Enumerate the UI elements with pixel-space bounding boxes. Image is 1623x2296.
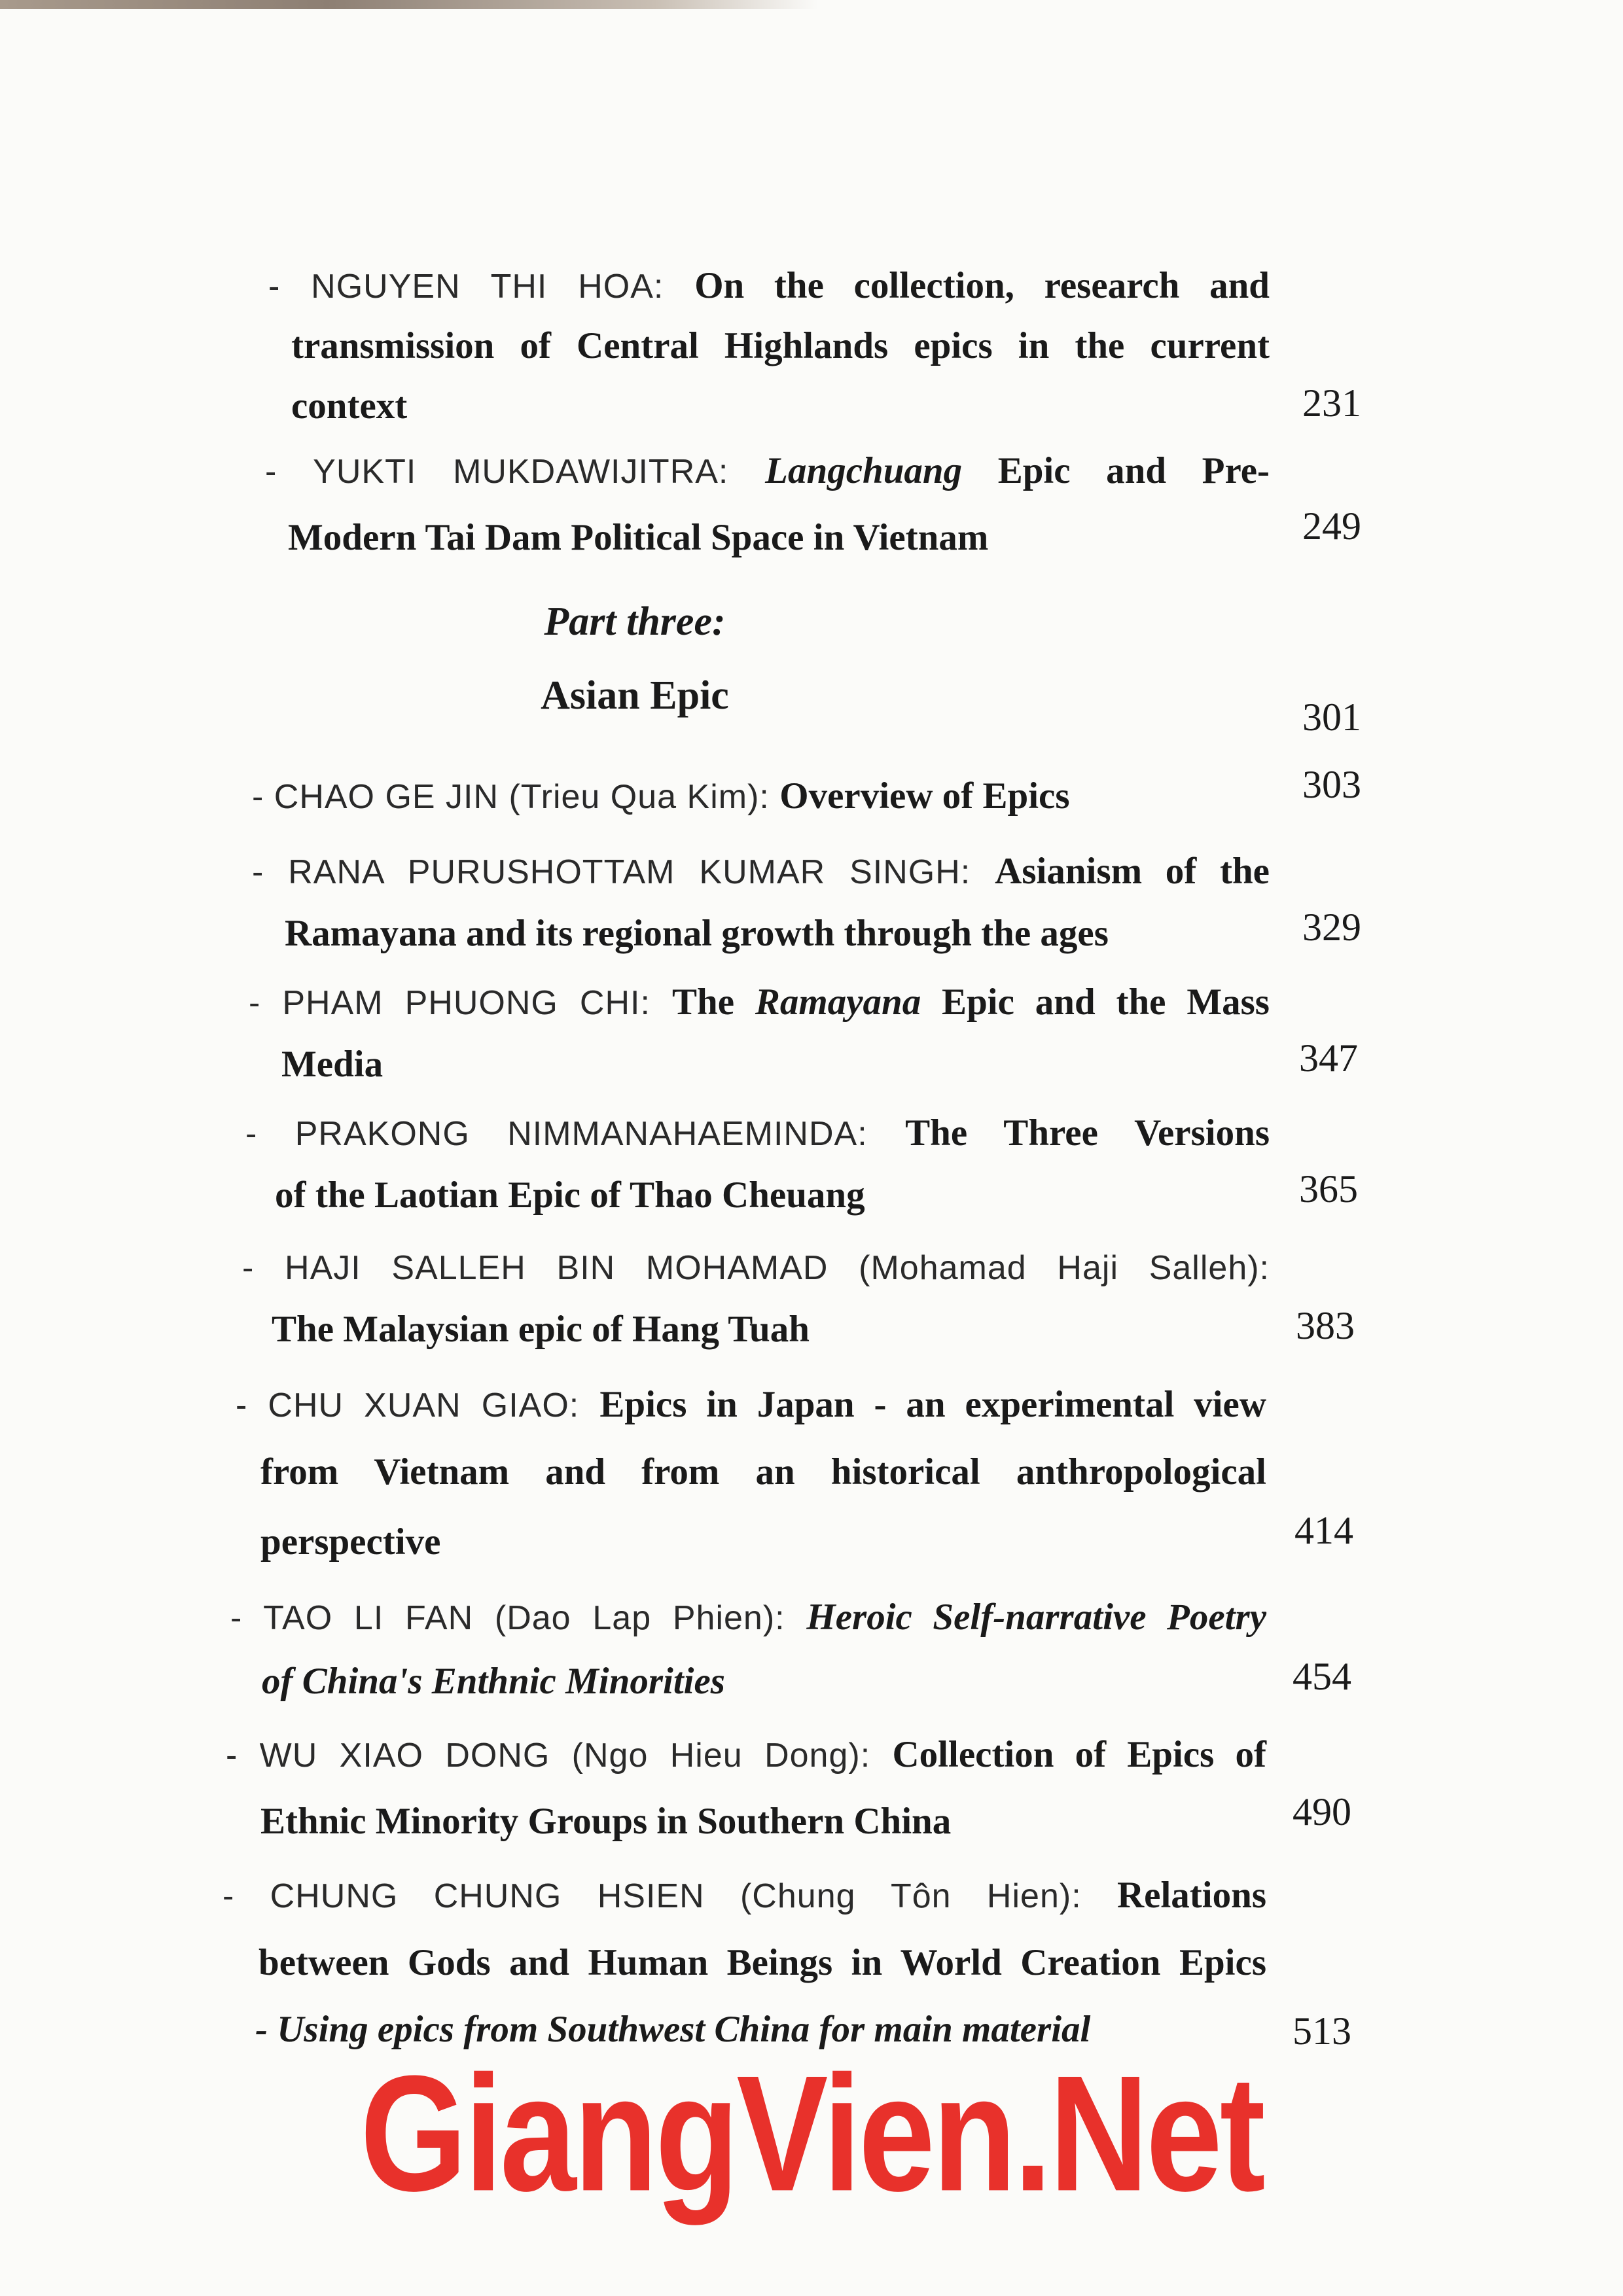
page-number: 347 [1299,1036,1358,1080]
toc-entry-line: - YUKTI MUKDAWIJITRA: Langchuang Epic and Pre- [265,450,1270,491]
toc-entry-line: The Malaysian epic of Hang Tuah [272,1309,810,1350]
toc-entry-line: - NGUYEN THI HOA: On the collection, research and [268,265,1270,306]
toc-entry-line: transmission of Central Highlands epics in the current [291,325,1270,366]
toc-entry-line: - PRAKONG NIMMANAHAEMINDA: The Three Versions [245,1112,1270,1154]
page-number: 301 [1302,696,1361,739]
toc-entry-line: - PHAM PHUONG CHI: The Ramayana Epic and the Mass [249,981,1270,1023]
page-number: 490 [1293,1790,1351,1833]
scan-edge-shadow [0,0,818,9]
toc-entry-line: Ethnic Minority Groups in Southern China [260,1801,952,1842]
page-number: 383 [1296,1304,1355,1347]
part-label: Part three: [544,599,726,644]
page-number: 303 [1302,763,1361,806]
toc-entry-line: Modern Tai Dam Political Space in Vietnam [288,517,989,558]
toc-entry-line: of China's Enthnic Minorities [262,1661,725,1702]
toc-entry-line: Media [281,1044,383,1085]
toc-entry-line: of the Laotian Epic of Thao Cheuang [275,1174,865,1216]
toc-entry-line: - CHU XUAN GIAO: Epics in Japan - an experimental view [236,1384,1266,1425]
watermark-logo: GiangVien.Net [360,2041,1263,2226]
page-number: 414 [1294,1509,1353,1552]
toc-entry-line: Ramayana and its regional growth through the ages [285,913,1109,954]
toc-entry-line: - CHAO GE JIN (Trieu Qua Kim): Overview of Epics [252,775,1070,817]
page-number: 454 [1293,1655,1351,1698]
toc-entry-line: context [291,385,408,427]
toc-entry-line: between Gods and Human Beings in World Creation Epics [259,1942,1266,1983]
toc-entry-line: - CHUNG CHUNG HSIEN (Chung Tôn Hien): Relations [223,1875,1266,1916]
page-number: 513 [1293,2009,1351,2053]
toc-entry-line: from Vietnam and from an historical anthropological [260,1451,1266,1492]
toc-entry-line: - WU XIAO DONG (Ngo Hieu Dong): Collection of Epics of [226,1734,1266,1775]
toc-entry-line: - TAO LI FAN (Dao Lap Phien): Heroic Self-narrative Poetry [230,1597,1266,1638]
page-number: 231 [1302,381,1361,425]
toc-entry-line: - RANA PURUSHOTTAM KUMAR SINGH: Asianism of the [252,851,1270,892]
toc-entry-line: - Using epics from Southwest China for main material [255,2009,1091,2050]
toc-entry-line: - HAJI SALLEH BIN MOHAMAD (Mohamad Haji Salleh): [242,1249,1270,1287]
toc-entry-line: perspective [260,1521,441,1563]
page-number: 365 [1299,1167,1358,1210]
page-number: 329 [1302,906,1361,949]
page-number: 249 [1302,504,1361,548]
part-title: Asian Epic [541,673,729,718]
